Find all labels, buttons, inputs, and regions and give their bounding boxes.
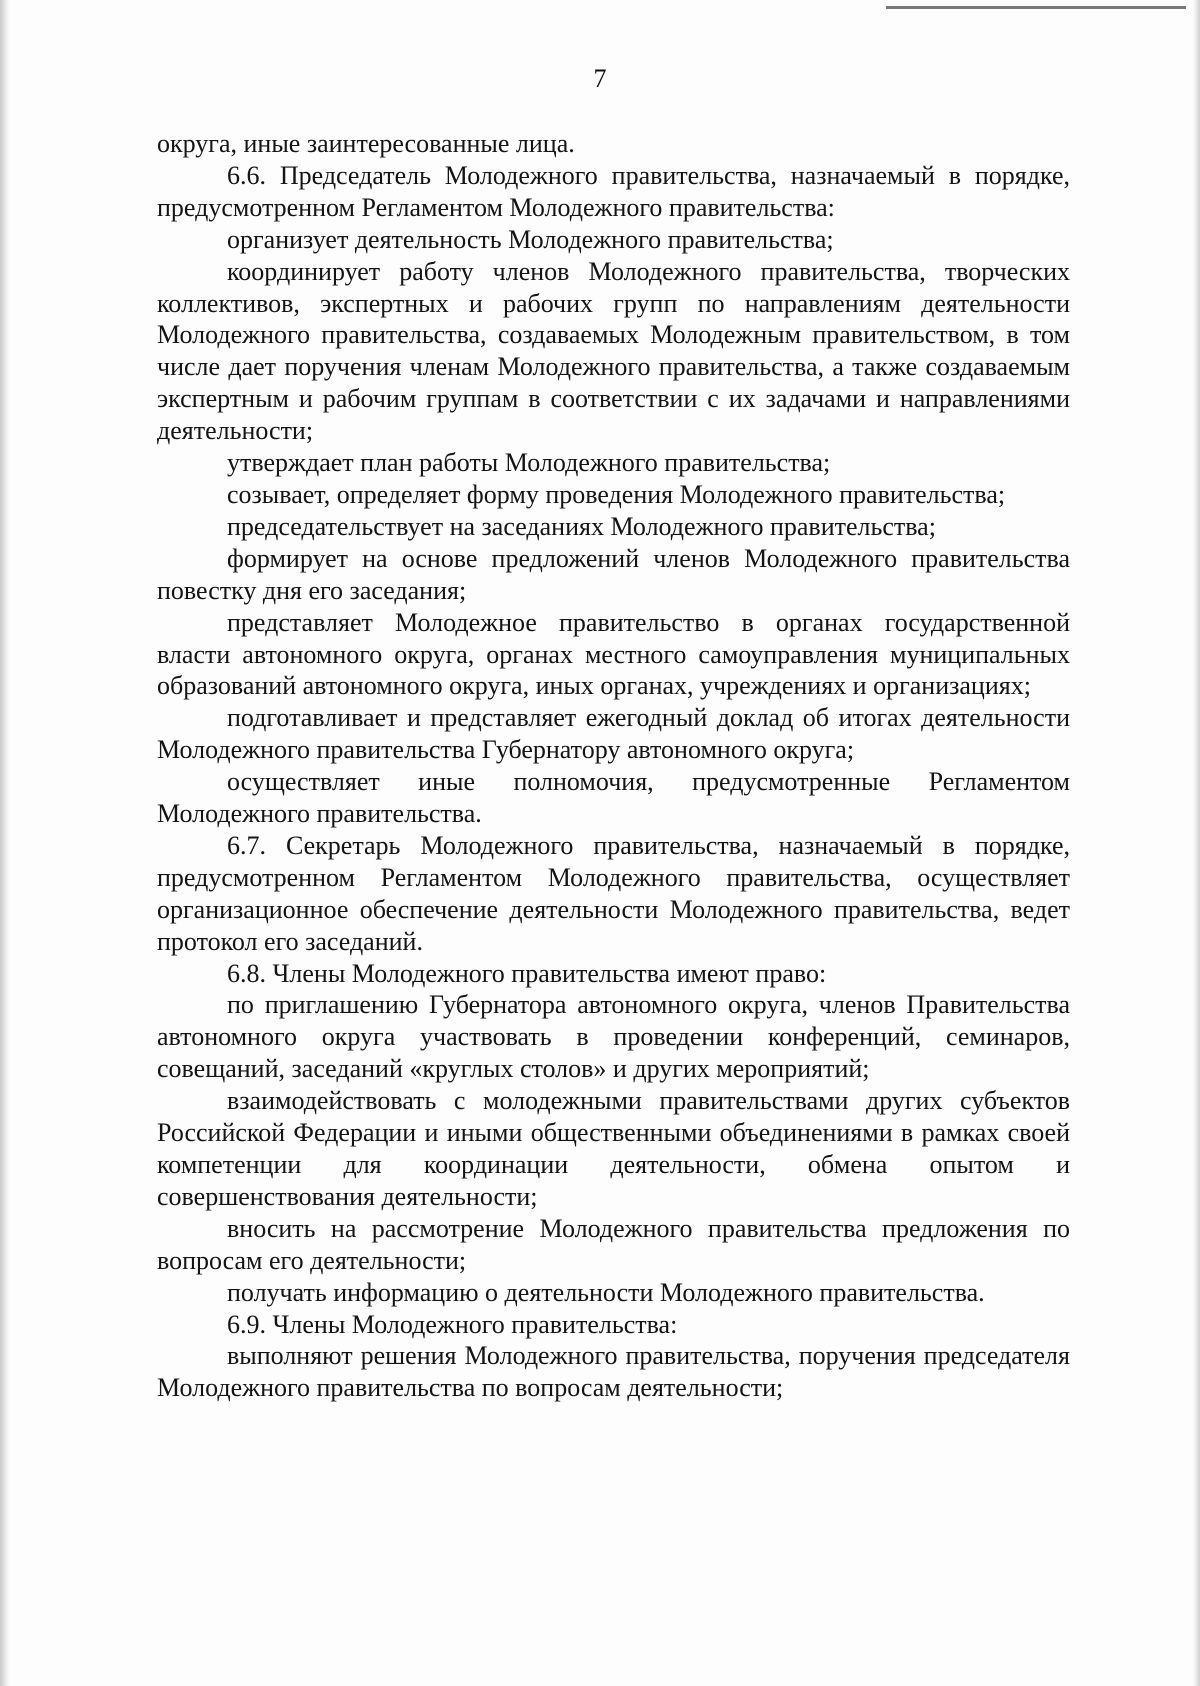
scan-edge-right [1192, 0, 1200, 1686]
paragraph: получать информацию о деятельности Молодежного правительства. [227, 1277, 985, 1307]
paragraph: председательствует на заседаниях Молодежного правительства; [227, 511, 936, 541]
page-number: 7 [593, 64, 607, 93]
paragraph: подготавливает и представляет ежегодный доклад об итогах деятельности Молодежного правительства Губернатору автономного округа; [157, 703, 1070, 765]
paragraph: представляет Молодежное правительство в органах государственной власти автономного округа, органах местного самоуправления муниципальных образований автономного округа, иных органах, учреждениях и организациях; [157, 607, 1070, 701]
document-body [157, 128, 1070, 1404]
scan-top-line [886, 6, 1186, 9]
paragraph: организует деятельность Молодежного правительства; [227, 224, 834, 254]
paragraph: осуществляет иные полномочия, предусмотренные Регламентом Молодежного правительства. [157, 767, 1070, 829]
paragraph: утверждает план работы Молодежного правительства; [227, 448, 831, 478]
paragraph: взаимодействовать с молодежными правительствами других субъектов Российской Федерации и иными общественными объединениями в рамках своей компетенции для координации деятельности, обмена опытом и совершенствования деятельности; [157, 1086, 1070, 1211]
paragraph: вносить на рассмотрение Молодежного правительства предложения по вопросам его деятельности; [157, 1213, 1070, 1275]
paragraph: координирует работу членов Молодежного правительства, творческих коллективов, экспертных и рабочих групп по направлениям деятельности Молодежного правительства, создаваемых Молодежным правительством, в том числе дает поручения членам Молодежного правительства, а также создаваемым экспертным и рабочим группам в соответствии с их задачами и направлениями деятельности; [157, 256, 1070, 446]
paragraph: 6.6. Председатель Молодежного правительства, назначаемый в порядке, предусмотренном Регламентом Молодежного правительства: [157, 160, 1070, 222]
paragraph: 6.8. Члены Молодежного правительства имеют право: [227, 958, 827, 988]
paragraph: 6.7. Секретарь Молодежного правительства, назначаемый в порядке, предусмотренном Регламентом Молодежного правительства, осуществляет организационное обеспечение деятельности Молодежного правительства, ведет протокол его заседаний. [157, 830, 1070, 956]
paragraph: 6.9. Члены Молодежного правительства: [227, 1309, 678, 1339]
scan-edge-left [0, 0, 10, 1686]
paragraph: выполняют решения Молодежного правительства, поручения председателя Молодежного правительства по вопросам деятельности; [157, 1341, 1070, 1403]
paragraph: по приглашению Губернатора автономного округа, членов Правительства автономного округа участвовать в проведении конференций, семинаров, совещаний, заседаний «круглых столов» и других мероприятий; [157, 990, 1070, 1084]
paragraph: округа, иные заинтересованные лица. [157, 129, 575, 158]
paragraph: формирует на основе предложений членов Молодежного правительства повестку дня его заседания; [157, 543, 1070, 605]
paragraph: созывает, определяет форму проведения Молодежного правительства; [227, 479, 1006, 509]
